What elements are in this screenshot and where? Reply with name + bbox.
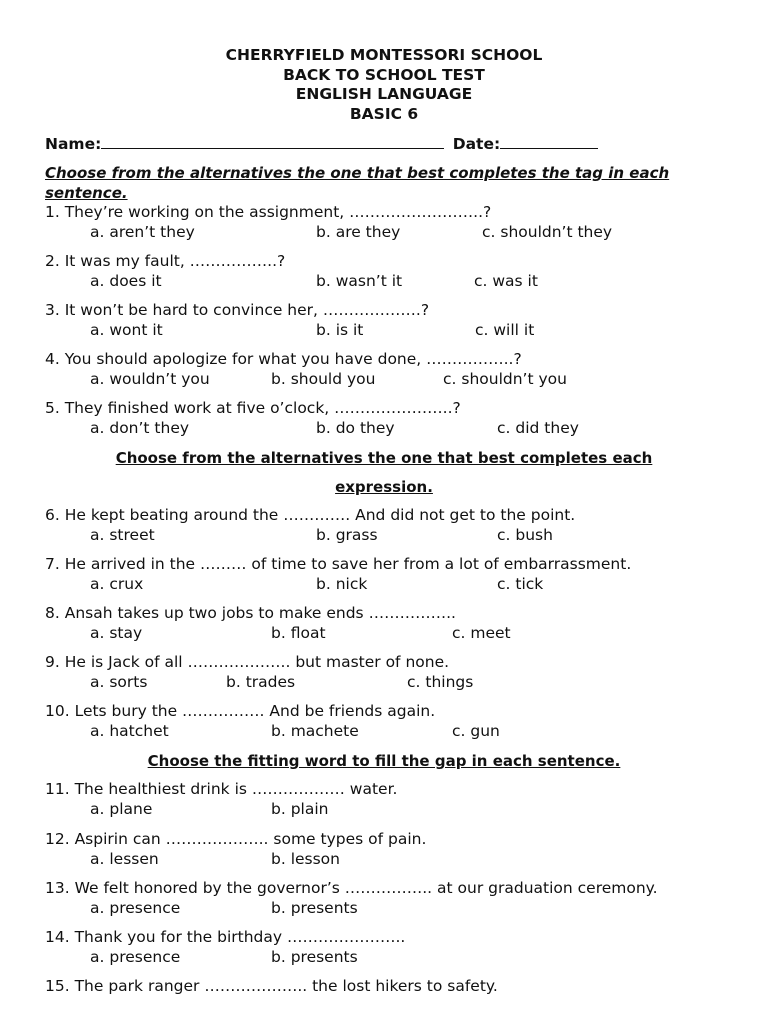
option-8c[interactable]: c. meet bbox=[452, 624, 511, 642]
question-15: 15. The park ranger ……………….. the lost hikers to safety. bbox=[45, 977, 498, 995]
option-2b[interactable]: b. wasn’t it bbox=[316, 272, 403, 290]
class-title: BASIC 6 bbox=[349, 104, 419, 123]
option-13b[interactable]: b. presents bbox=[271, 899, 358, 917]
option-1c[interactable]: c. shouldn’t they bbox=[482, 223, 613, 241]
question-1: 1. They’re working on the assignment, ……………………..? bbox=[45, 203, 492, 221]
option-9a[interactable]: a. sorts bbox=[90, 673, 148, 691]
question-2: 2. It was my fault, ……………..? bbox=[45, 252, 286, 270]
option-5c[interactable]: c. did they bbox=[497, 419, 579, 437]
option-3a[interactable]: a. wont it bbox=[90, 321, 163, 339]
school-name: CHERRYFIELD MONTESSORI SCHOOL bbox=[225, 46, 543, 64]
option-4a[interactable]: a. wouldn’t you bbox=[90, 370, 210, 388]
section-2-instruction-line2: expression. bbox=[335, 478, 433, 496]
option-1a[interactable]: a. aren’t they bbox=[90, 223, 195, 241]
option-14a[interactable]: a. presence bbox=[90, 948, 181, 966]
question-3: 3. It won’t be hard to convince her, ……………….? bbox=[45, 301, 430, 319]
date-label: Date: bbox=[452, 135, 501, 153]
test-title: BACK TO SCHOOL TEST bbox=[283, 65, 485, 84]
option-1b[interactable]: b. are they bbox=[316, 223, 401, 241]
question-4: 4. You should apologize for what you have done, ……………..? bbox=[45, 350, 522, 368]
question-12: 12. Aspirin can ……………….. some types of pain. bbox=[45, 830, 427, 848]
option-11b[interactable]: b. plain bbox=[271, 800, 329, 818]
question-5: 5. They finished work at five o’clock, …………………..? bbox=[45, 399, 461, 417]
question-13: 13. We felt honored by the governor’s …………….. at our graduation ceremony. bbox=[45, 879, 658, 897]
question-10: 10. Lets bury the ……………. And be friends again. bbox=[45, 702, 436, 720]
option-9c[interactable]: c. things bbox=[407, 673, 474, 691]
option-10a[interactable]: a. hatchet bbox=[90, 722, 169, 740]
option-2c[interactable]: c. was it bbox=[474, 272, 538, 290]
option-7b[interactable]: b. nick bbox=[316, 575, 368, 593]
subject-title: ENGLISH LANGUAGE bbox=[295, 85, 473, 103]
question-8: 8. Ansah takes up two jobs to make ends …………….. bbox=[45, 604, 456, 622]
name-label: Name: bbox=[45, 135, 102, 153]
section-3-instruction: Choose the fitting word to fill the gap in each sentence. bbox=[147, 752, 621, 770]
option-7c[interactable]: c. tick bbox=[497, 575, 544, 593]
name-date-row bbox=[45, 134, 598, 153]
option-7a[interactable]: a. crux bbox=[90, 575, 144, 593]
option-11a[interactable]: a. plane bbox=[90, 800, 153, 818]
document-header bbox=[0, 46, 768, 124]
question-14: 14. Thank you for the birthday ………………….. bbox=[45, 928, 406, 946]
question-11: 11. The healthiest drink is ……………… water. bbox=[45, 780, 398, 798]
option-2a[interactable]: a. does it bbox=[90, 272, 162, 290]
option-4c[interactable]: c. shouldn’t you bbox=[443, 370, 567, 388]
name-blank[interactable] bbox=[101, 134, 444, 149]
option-12a[interactable]: a. lessen bbox=[90, 850, 159, 868]
question-9: 9. He is Jack of all ……………….. but master of none. bbox=[45, 653, 450, 671]
option-10b[interactable]: b. machete bbox=[271, 722, 359, 740]
option-8a[interactable]: a. stay bbox=[90, 624, 143, 642]
option-4b[interactable]: b. should you bbox=[271, 370, 376, 388]
option-5b[interactable]: b. do they bbox=[316, 419, 395, 437]
section-2-instruction-line1: Choose from the alternatives the one that best completes each bbox=[115, 449, 653, 467]
question-7: 7. He arrived in the ……… of time to save her from a lot of embarrassment. bbox=[45, 555, 632, 573]
option-3b[interactable]: b. is it bbox=[316, 321, 364, 339]
option-3c[interactable]: c. will it bbox=[475, 321, 535, 339]
option-5a[interactable]: a. don’t they bbox=[90, 419, 190, 437]
option-6b[interactable]: b. grass bbox=[316, 526, 378, 544]
section-1-instruction: Choose from the alternatives the one that best completes the tag in each sentence. bbox=[45, 164, 670, 202]
option-13a[interactable]: a. presence bbox=[90, 899, 181, 917]
option-6a[interactable]: a. street bbox=[90, 526, 155, 544]
option-6c[interactable]: c. bush bbox=[497, 526, 553, 544]
date-blank[interactable] bbox=[500, 134, 598, 149]
question-6: 6. He kept beating around the …………. And did not get to the point. bbox=[45, 506, 576, 524]
option-9b[interactable]: b. trades bbox=[226, 673, 296, 691]
option-10c[interactable]: c. gun bbox=[452, 722, 500, 740]
option-12b[interactable]: b. lesson bbox=[271, 850, 340, 868]
option-8b[interactable]: b. float bbox=[271, 624, 326, 642]
option-14b[interactable]: b. presents bbox=[271, 948, 358, 966]
